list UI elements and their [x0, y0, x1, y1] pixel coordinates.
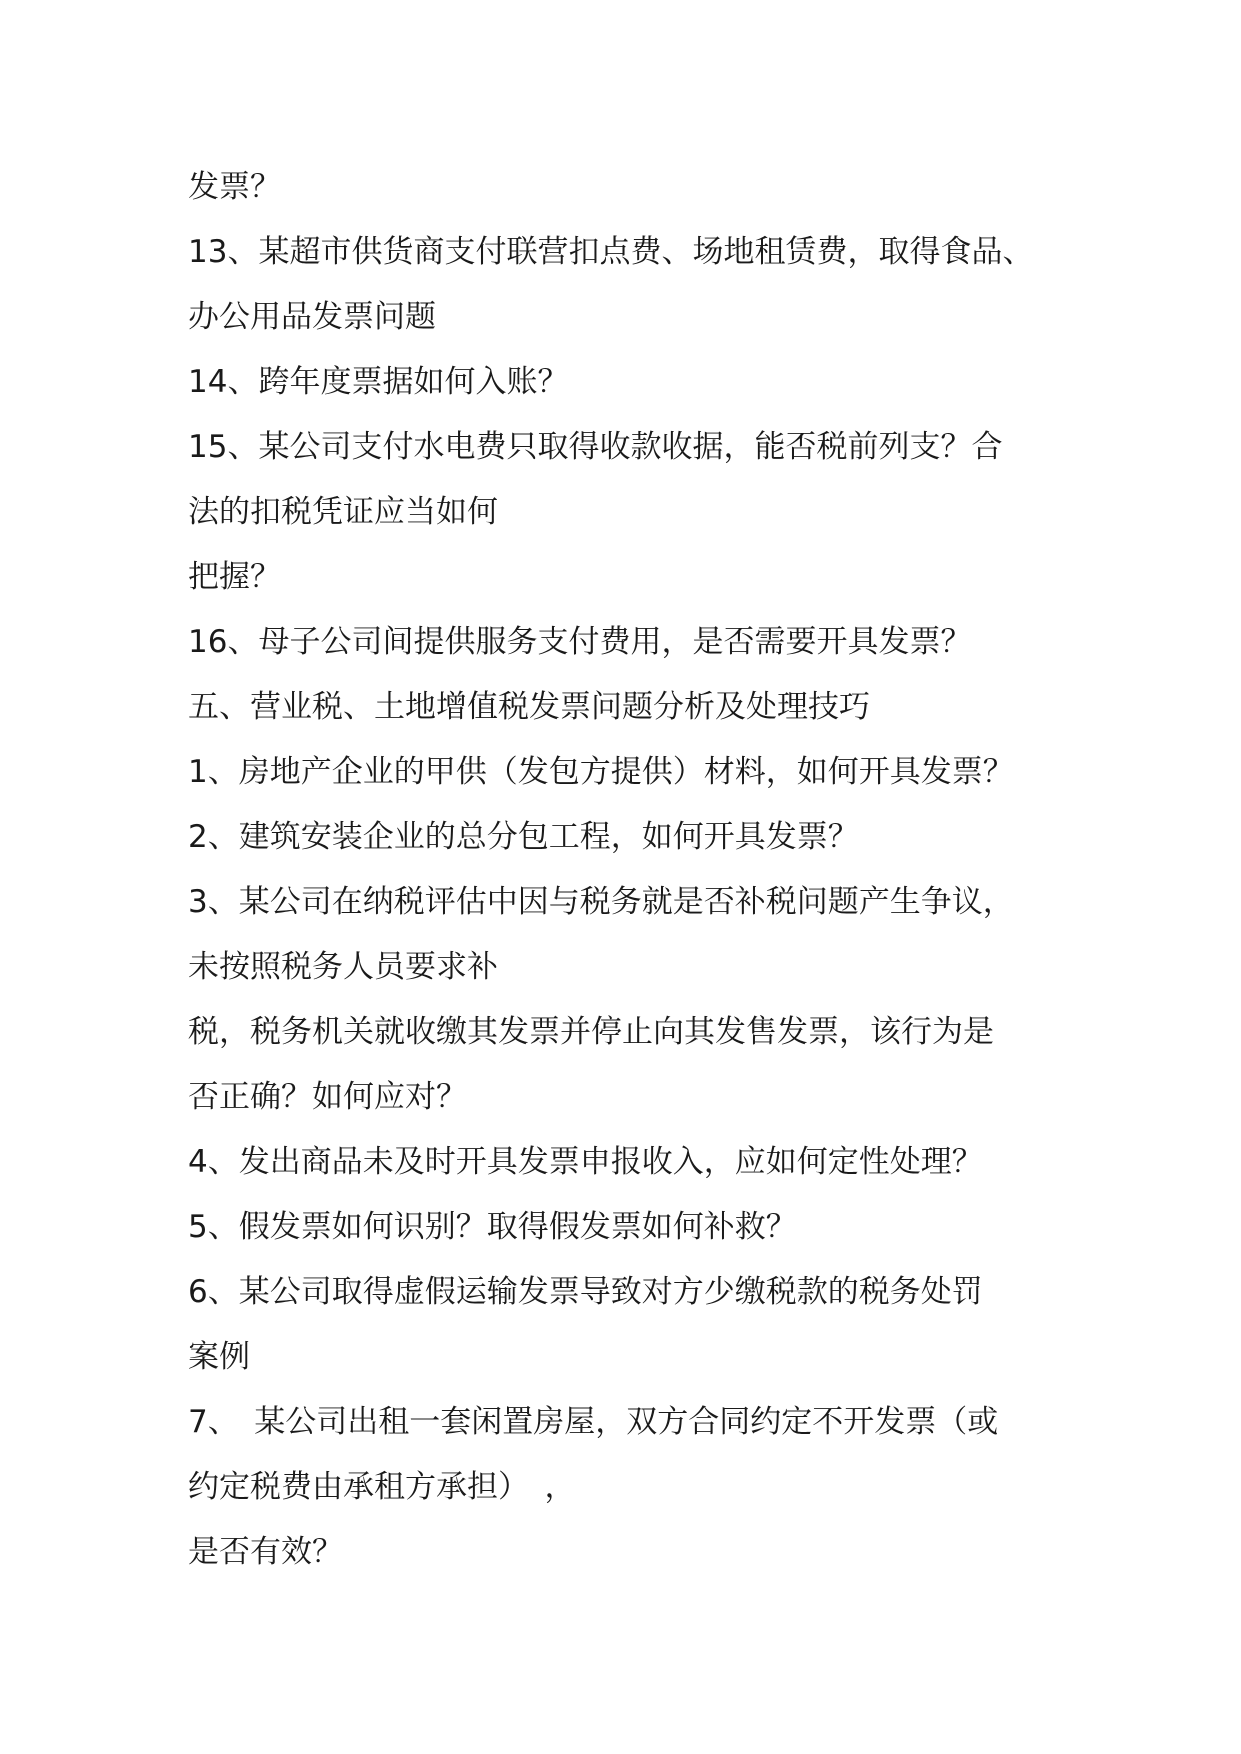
text-line: 15、某公司支付水电费只取得收款收据，能否税前列支？合 — [188, 429, 1003, 465]
text-line: 办公用品发票问题 — [188, 299, 436, 335]
document-body — [188, 155, 1068, 1585]
text-line: 5、假发票如何识别？取得假发票如何补救？ — [188, 1209, 797, 1245]
text-line: 13、某超市供货商支付联营扣点费、场地租赁费，取得食品、 — [188, 234, 1034, 270]
text-line: 否正确？如何应对？ — [188, 1079, 467, 1115]
text-line: 未按照税务人员要求补 — [188, 949, 498, 985]
text-line: 法的扣税凭证应当如何 — [188, 494, 498, 530]
text-line: 是否有效？ — [188, 1534, 343, 1570]
text-line: 发票？ — [188, 169, 281, 205]
section-heading: 五、营业税、土地增值税发票问题分析及处理技巧 — [188, 689, 870, 725]
text-line: 税，税务机关就收缴其发票并停止向其发售发票，该行为是 — [188, 1014, 994, 1050]
text-line: 4、发出商品未及时开具发票申报收入，应如何定性处理？ — [188, 1144, 983, 1180]
text-line: 6、某公司取得虚假运输发票导致对方少缴税款的税务处罚 — [188, 1274, 983, 1310]
text-line: 把握？ — [188, 559, 281, 595]
text-line: 约定税费由承租方承担） ， — [188, 1469, 576, 1505]
text-line: 2、建筑安装企业的总分包工程，如何开具发票？ — [188, 819, 859, 855]
text-line: 3、某公司在纳税评估中因与税务就是否补税问题产生争议， — [188, 884, 1014, 920]
text-line: 1、房地产企业的甲供（发包方提供）材料，如何开具发票？ — [188, 754, 1014, 790]
text-line: 7、 某公司出租一套闲置房屋，双方合同约定不开发票（或 — [188, 1404, 999, 1440]
text-line: 案例 — [188, 1339, 250, 1375]
text-line: 14、跨年度票据如何入账？ — [188, 364, 569, 400]
text-line: 16、母子公司间提供服务支付费用，是否需要开具发票？ — [188, 624, 972, 660]
